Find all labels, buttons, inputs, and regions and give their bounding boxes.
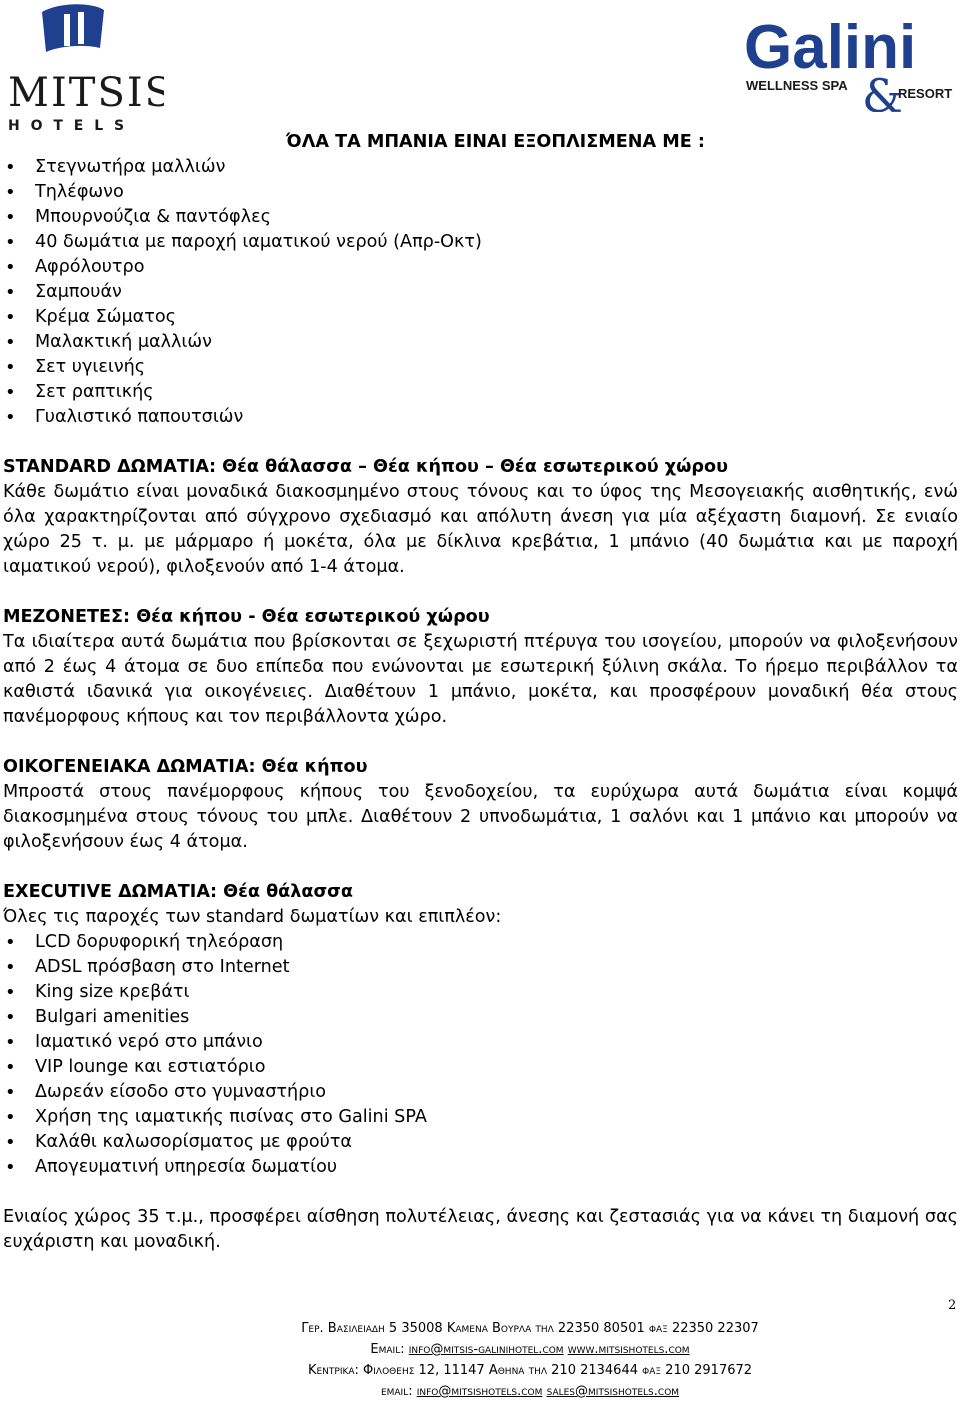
galini-amp-text: &: [862, 69, 903, 112]
list-item: • Σετ ραπτικής: [3, 380, 958, 405]
galini-spa-text: WELLNESS SPA: [746, 78, 848, 93]
footer-address: Γερ. Βασιλειαδη 5 35008 Καμενα Βουρλα τηλ 22350 80501 φαξ 22350 22307: [301, 1321, 759, 1336]
footer-email-label: Email:: [370, 1342, 409, 1357]
document-content: [3, 130, 958, 1255]
footer-contact-line: [200, 1339, 860, 1360]
footer-hq-email-label: email:: [380, 1384, 417, 1399]
family-rooms-text: Μπροστά στους πανέμορφους κήπους του ξενοδοχείου, τα ευρύχωρα αυτά δωμάτια είναι κομψά διακοσμημένα στους τόνους του μπλε. Διαθέτουν 2 υπνοδωμάτια, 1 σαλόνι και 1 μπάνιο και μπορούν να φιλοξενήσουν έως 4 άτομα.: [3, 782, 958, 852]
executive-intro: Όλες τις παροχές των standard δωματίων και επιπλέον:: [3, 907, 502, 927]
list-item: • 40 δωμάτια με παροχή ιαματικού νερού (Απρ-Οκτ): [3, 230, 958, 255]
list-item: • Μαλακτική μαλλιών: [3, 330, 958, 355]
maisonettes-title-rest: : Θέα κήπου - Θέα εσωτερικού χώρου: [123, 607, 490, 627]
standard-rooms-title: STANDARD ΔΩΜΑΤΙΑ: Θέα θάλασσα – Θέα κήπου – Θέα εσωτερικού χώρου: [3, 457, 728, 477]
list-item: • Κρέμα Σώματος: [3, 305, 958, 330]
executive-closing-text: Ενιαίος χώρος 35 τ.μ., προσφέρει αίσθηση πολυτέλειας, άνεσης και ζεστασιάς για να κάνει τη διαμονή σας ευχάριστη και μοναδική.: [3, 1207, 958, 1252]
footer-hq-contact-line: [200, 1381, 860, 1402]
list-item: • VIP lounge και εστιατόριο: [3, 1055, 958, 1080]
list-item: • Bulgari amenities: [3, 1005, 958, 1030]
list-item: • Μπουρνούζια & παντόφλες: [3, 205, 958, 230]
logo-sub-text: H O T E L S: [8, 118, 128, 134]
page-number: 2: [948, 1298, 957, 1313]
maisonettes-title-bold: ΜΕΖΟΝΕΤΕΣ: [3, 607, 124, 627]
list-item: • Γυαλιστικό παπουτσιών: [3, 405, 958, 430]
executive-rooms-title: EXECUTIVE ΔΩΜΑΤΙΑ: Θέα θάλασσα: [3, 882, 353, 902]
list-item: • Αφρόλουτρο: [3, 255, 958, 280]
executive-amenities-list: [3, 930, 958, 1180]
galini-resort-logo: [744, 8, 958, 112]
footer-sales-email-link[interactable]: sales@mitsishotels.com: [546, 1384, 680, 1399]
bathrooms-heading: ΌΛΑ ΤΑ ΜΠΑΝΙΑ ΕΙΝΑΙ ΕΞΟΠΛΙΣΜΕΝΑ ΜΕ :: [286, 132, 705, 152]
maisonettes-text: Τα ιδιαίτερα αυτά δωμάτια που βρίσκονται σε ξεχωριστή πτέρυγα του ισογείου, μπορούν να φιλοξενήσουν από 2 έως 4 άτομα σε δυο επίπεδα που ενώνονται με εσωτερική ξύλινη σκάλα. Το ήρεμο περιβάλλον τα καθιστά ιδανικά για οικογένειες. Διαθέτουν 1 μπάνιο, μοκέτα, και προσφέρουν μοναδική θέα στους πανέμορφους κήπους και τον περιβάλλοντα χώρο.: [3, 632, 958, 727]
family-rooms-title: ΟΙΚΟΓΕΝΕΙΑΚΑ ΔΩΜΑΤΙΑ: Θέα κήπου: [3, 757, 368, 777]
list-item: • King size κρεβάτι: [3, 980, 958, 1005]
logo-brand-text: MITSIS: [8, 70, 164, 116]
footer-hq-email-link[interactable]: info@mitsishotels.com: [416, 1384, 543, 1399]
list-item: • Στεγνωτήρα μαλλιών: [3, 155, 958, 180]
footer-email-link[interactable]: info@mitsis-galinihotel.com: [408, 1342, 564, 1357]
list-item: • Δωρεάν είσοδο στο γυμναστήριο: [3, 1080, 958, 1105]
maisonettes-title: [3, 605, 958, 630]
galini-resort-text: RESORT: [898, 86, 953, 101]
list-item: • Τηλέφωνο: [3, 180, 958, 205]
footer-headquarters: Κεντρικα: Φιλοθεης 12, 11147 Αθηνα τηλ 210 2134644 φαξ 210 2917672: [307, 1363, 753, 1378]
mitsis-hotels-logo: [4, 2, 164, 134]
list-item: • Χρήση της ιαματικής πισίνας στο Galini SPA: [3, 1105, 958, 1130]
list-item: • ADSL πρόσβαση στο Internet: [3, 955, 958, 980]
footer-website-link[interactable]: www.mitsishotels.com: [567, 1342, 690, 1357]
footer: [200, 1318, 860, 1402]
list-item: • Σετ υγιεινής: [3, 355, 958, 380]
list-item: • LCD δορυφορική τηλεόραση: [3, 930, 958, 955]
galini-brand-text: Galini: [744, 13, 917, 82]
standard-rooms-text: Κάθε δωμάτιο είναι μοναδικά διακοσμημένο στους τόνους και το ύφος της Μεσογειακής αισθητικής, ενώ όλα χαρακτηρίζονται από σύγχρονο σχεδιασμό και απόλυτη άνεση για μία αξέχαστη διαμονή. Σε ενιαίο χώρο 25 τ. μ. με μάρμαρο ή μοκέτα, όλα με δίκλινα κρεβάτια, 1 μπάνιο (40 δωμάτια και με παροχή ιαματικού νερού), φιλοξενούν από 1-4 άτομα.: [3, 482, 958, 577]
list-item: • Καλάθι καλωσορίσματος με φρούτα: [3, 1130, 958, 1155]
list-item: • Ιαματικό νερό στο μπάνιο: [3, 1030, 958, 1055]
list-item: • Απογευματινή υπηρεσία δωματίου: [3, 1155, 958, 1180]
list-item: • Σαμπουάν: [3, 280, 958, 305]
bathroom-amenities-list: [3, 155, 958, 430]
